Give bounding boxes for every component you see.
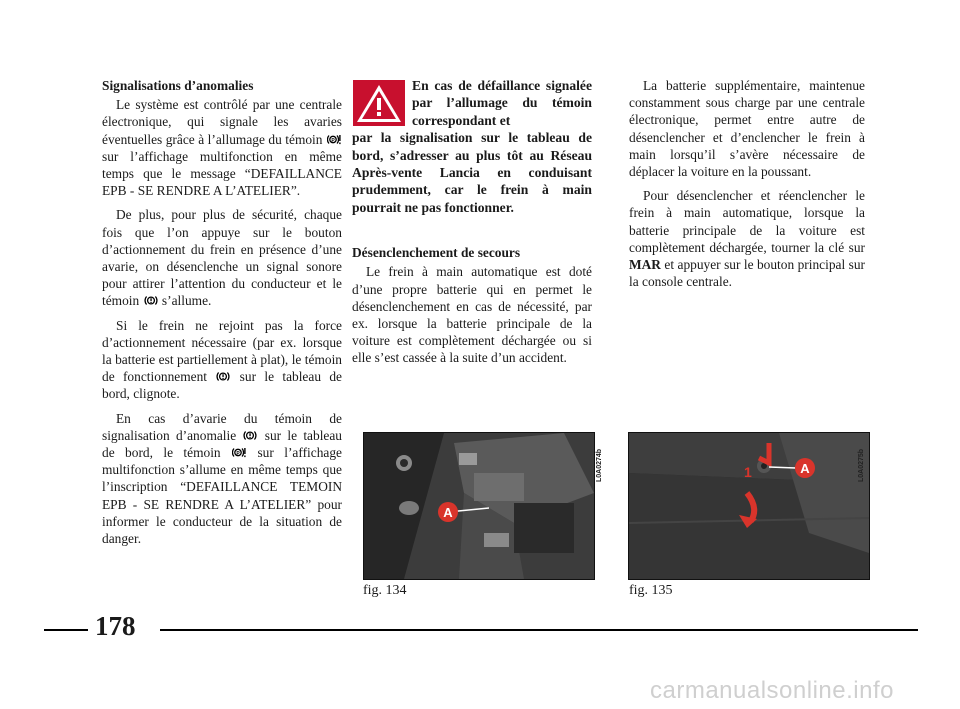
figure-134-caption: fig. 134	[363, 583, 407, 598]
paragraph: En cas d’avarie du témoin de signalisation d’anomalie sur le tableau de bord, le témoin P sur l’affichage multifonction s’allume en même temps que l’inscription “DEFAILLANCE TEMOIN EPB - SE RENDRE A L’ATELIER” pour informer le conducteur de la situation de danger.	[102, 410, 342, 547]
warning-text: En cas de défaillance signalée par l’allumage du témoin correspondant et par la signalisation sur le tableau de bord, s’adresser au plus tôt au Réseau Après-vente Lancia en conduisant prudemment, car le frein à main pourrait ne pas fonctionner.	[352, 78, 592, 215]
warning-triangle-icon	[353, 80, 405, 126]
paragraph: Si le frein ne rejoint pas la force d’actionnement nécessaire (par ex. lorsque la batterie est partiellement à plat), le témoin de fonctionnement sur le tableau de bord, clignote.	[102, 317, 342, 402]
key-position-label: MAR	[629, 257, 661, 273]
page-number: 178	[95, 611, 136, 641]
column-middle	[352, 77, 592, 374]
paragraph: De plus, pour plus de sécurité, chaque fois que l’on appuye sur le bouton d’actionnement du frein en présence d’une avarie, on désenclenche un signal sonore pour attirer l’attention du conducteur et le témoin s’allume.	[102, 207, 342, 309]
figure-135-caption: fig. 135	[629, 583, 673, 598]
svg-text:P: P	[236, 450, 240, 457]
watermark: carmanualsonline.info	[650, 677, 894, 704]
paragraph: Le frein à main automatique est doté d’une propre batterie qui en permet le désenclenchement en cas de nécessité, par ex. lorsque la batterie principale de la voiture est complètement déchargée ou si elle s’est cassée à la suite d’un accident.	[352, 264, 592, 366]
epb-warning-icon	[327, 133, 341, 146]
footer-rule-left	[44, 629, 88, 631]
paragraph: Le système est contrôlé par une centrale électronique, qui signale les avaries éventuelles grâce à l’allumage du témoin P sur l’affichage multifonction en même temps que le message “DEFAILLANCE EPB - SE RENDRE A L’ATELIER”.	[102, 97, 342, 199]
paragraph: La batterie supplémentaire, maintenue constamment sous charge par une centrale électronique, permet entre autre de désenclencher et d’enclencher le frein à main lorsqu’il s’avère nécessaire de déplacer la voiture en la poussant.	[629, 78, 865, 180]
brake-warning-icon	[216, 370, 230, 383]
callout-a-label: A	[800, 461, 810, 476]
figure-135-photo	[628, 432, 870, 580]
battery-compartment-illustration	[364, 433, 594, 579]
figure-134-photo	[363, 432, 595, 580]
warning-box	[352, 77, 592, 216]
callout-1-label: 1	[744, 464, 752, 480]
column-left	[102, 77, 342, 554]
trunk-illustration	[629, 433, 869, 579]
footer-rule-right	[160, 629, 918, 631]
svg-text:P: P	[331, 137, 335, 144]
figure-code: L0A0274b	[596, 448, 603, 482]
brake-warning-icon	[144, 294, 158, 307]
figure-code: L0A0275b	[858, 448, 865, 482]
section-heading-anomalies: Signalisations d’anomalies	[102, 78, 254, 93]
brake-warning-icon	[243, 429, 257, 442]
callout-a-label: A	[443, 505, 453, 520]
epb-warning-icon	[232, 446, 246, 459]
paragraph: Pour désenclencher et réenclencher le frein à main automatique, lorsque la batterie principale de la voiture est complètement déchargée, tourner la clé sur MAR et appuyer sur le bouton principal sur la console centrale.	[629, 188, 865, 290]
column-right	[629, 77, 865, 297]
section-heading-emergency-release: Désenclenchement de secours	[352, 245, 521, 261]
